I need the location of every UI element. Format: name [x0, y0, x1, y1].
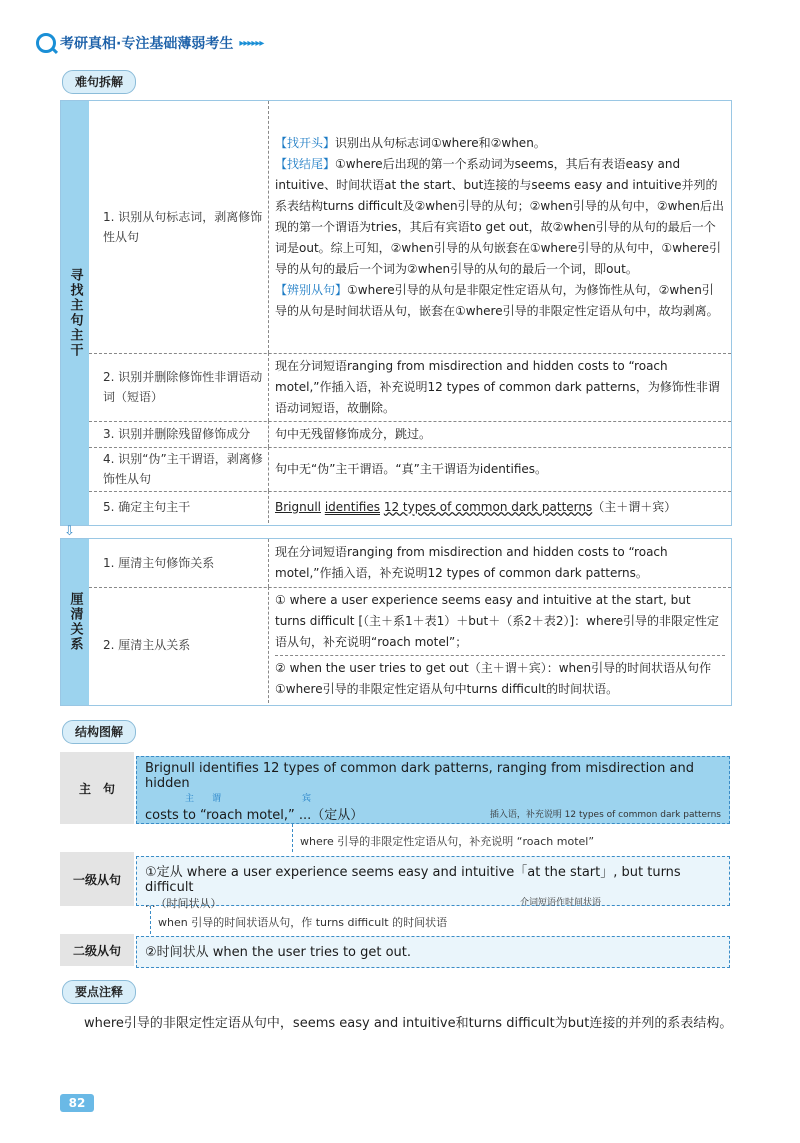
side-label-find-main: 寻找主句主干: [61, 101, 89, 525]
tag-analysis: 难句拆解: [62, 70, 136, 94]
step-label: 1. 识别从句标志词，剥离修饰性从句: [89, 101, 269, 353]
level-1-line-1: ①定从 where a user experience seems easy and intuitive「at the start」, but turns difficult: [145, 865, 681, 895]
table-row: [89, 587, 731, 703]
header-arrows: ▸▸▸▸▸▸: [239, 37, 264, 49]
header-title: 考研真相·专注基础薄弱考生: [60, 36, 234, 52]
tag-diagram: 结构图解: [62, 720, 136, 744]
analysis-table: [60, 100, 732, 526]
step-text: 句中无“伪”主干谓语。“真”主干谓语为identifies。: [275, 461, 548, 476]
step-label: 2. 厘清主从关系: [89, 587, 269, 703]
step-text: 现在分词短语ranging from misdirection and hidden costs to “roach motel,”作插入语，补充说明12 types of common dark patterns。: [275, 545, 668, 580]
table-row: 1. 识别从句标志词，剥离修饰性从句 【找开头】识别出从句标志词①where和②when。 【找结尾】①where后出现的第一个系动词为seems，其后有表语easy and intuitive、时间状语at the start、but连接的与seems easy and intuitive并列的系表结构turns difficult及②when引导的从句；②when引导的从句中，②when后出现的第一个谓语为tries，其后有宾语to get out，故②when引导的从句的最后一个词是out。综上可知，②when引导的从句嵌套在①where引导的从句中，①where引导的从句的最后一个词为②when引导的从句的最后一个词，即out。 【辨别从句】①where引导的从句是非限定性定语从句，为修饰性从句，②when引导的从句是时间状语从句，嵌套在①where引导的非限定性定语从句中，故均剥离。: [89, 101, 731, 354]
table-row: [89, 421, 731, 448]
notes-paragraph: where引导的非限定性定语从句中，seems easy and intuitive和turns difficult为but连接的并列的系表结构。: [84, 1016, 733, 1031]
main-note: 插入语，补充说明 12 types of common dark patterns: [489, 810, 721, 820]
main-marks: 主 谓 宾: [185, 794, 312, 804]
table-row: [89, 447, 731, 492]
link-1-text: where 引导的非限定性定语从句，补充说明 “roach motel”: [300, 835, 595, 848]
main-line-1: Brignull identifies 12 types of common dark patterns, ranging from misdirection and hidden: [145, 761, 694, 791]
relation-item: ② when the user tries to get out（主＋谓＋宾）：when引导的时间状语从句作①where引导的非限定性定语从句中turns difficult的时间状语。: [275, 655, 725, 700]
step-label: 2. 识别并删除修饰性非谓语动词（短语）: [89, 353, 269, 421]
page-number: 82: [60, 1094, 94, 1112]
link-2-text: when 引导的时间状语从句，作 turns difficult 的时间状语: [158, 916, 448, 929]
level-1-box: [136, 856, 730, 910]
step-text: 现在分词短语ranging from misdirection and hidden costs to “roach motel,”作插入语，补充说明12 types of common dark patterns，为修饰性非谓语动词短语，故删除。: [275, 358, 720, 415]
down-arrow-icon: ⇩: [64, 524, 75, 539]
level-2-label: 二级从句: [60, 934, 134, 966]
step-label: 5. 确定主句主干: [89, 491, 269, 523]
level-1-line-2: ...（时间状从）: [145, 897, 222, 910]
level-1-note: 介词短语作时间状语: [519, 898, 601, 908]
tag-notes: 要点注释: [62, 980, 136, 1004]
step-label: 4. 识别“伪”主干谓语，剥离修饰性从句: [89, 447, 269, 491]
step-label: 1. 厘清主句修饰关系: [89, 539, 269, 587]
step-text: 句中无残留修饰成分，跳过。: [275, 426, 432, 441]
relation-table: [60, 538, 732, 706]
page-header: [36, 30, 263, 56]
main-clause-label: 主 句: [60, 752, 134, 824]
step-label: 3. 识别并删除残留修饰成分: [89, 421, 269, 447]
table-row: [89, 353, 731, 422]
table-row: [89, 491, 731, 523]
relation-item: ① where a user experience seems easy and intuitive at the start, but turns difficult [（主＋系1＋表1）＋but＋（系2＋表2）]：where引导的非限定性定语从句，补充说明“roach motel”；: [275, 593, 720, 649]
side-label-relations: 厘清关系: [61, 539, 89, 705]
level-2-box: ②时间状从 when the user tries to get out.: [136, 936, 730, 968]
table-row: [89, 539, 731, 588]
search-logo-icon: [36, 33, 56, 53]
main-line-2: costs to “roach motel,” ...（定从）: [145, 808, 364, 823]
level-1-label: 一级从句: [60, 852, 134, 906]
main-clause-box: [136, 756, 730, 824]
main-clause: Brignull identifies 12 types of common dark patterns（主＋谓＋宾）: [275, 499, 677, 514]
